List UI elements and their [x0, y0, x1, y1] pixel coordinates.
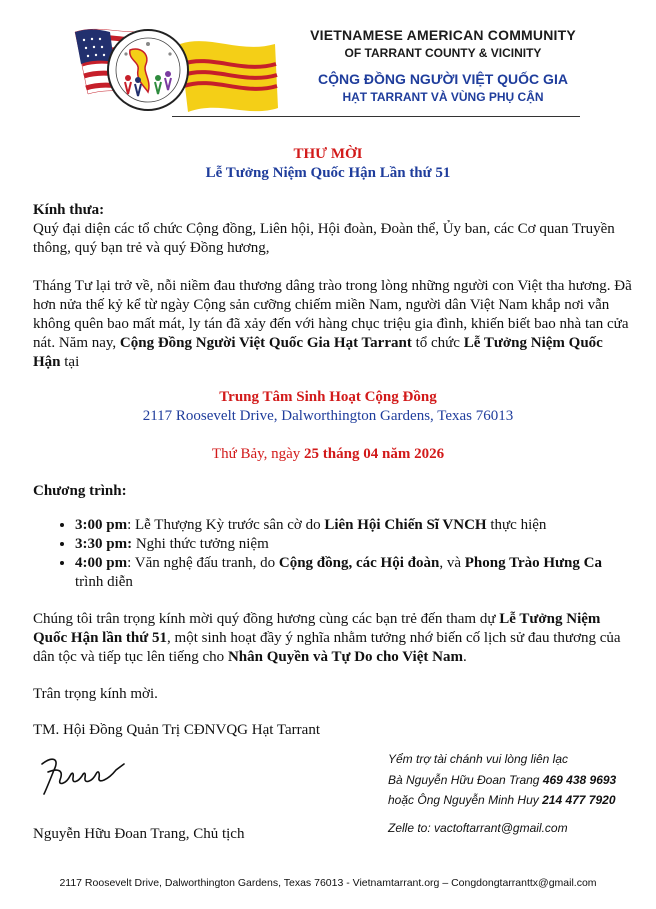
program-item [75, 516, 613, 535]
date-prefix: Thứ Bảy, ngày [211, 446, 305, 462]
letter-title: THƯ MỜI [293, 146, 363, 162]
contact-block [388, 749, 648, 811]
regards: Trân trọng kính mời. [33, 686, 158, 702]
program-bold: Phong Trào Hưng Ca [464, 555, 602, 571]
event-date [0, 446, 656, 463]
program-list [33, 516, 613, 592]
contact-phone: 214 477 7920 [542, 793, 616, 807]
program-time: 4:00 pm [75, 555, 128, 571]
signature [38, 750, 128, 800]
program-bold: Cộng đồng, các Hội đoàn [278, 555, 440, 571]
header-vn-line2: HẠT TARRANT VÀ VÙNG PHỤ CẬN [342, 90, 544, 104]
intro-paragraph [33, 277, 633, 372]
header-divider [172, 116, 580, 117]
program-time: 3:00 pm [75, 517, 128, 533]
program-text: , và [439, 555, 465, 571]
closing-text-2: , một sinh hoạt đầy ý nghĩa nhằm tưởng nhớ biến cố lịch sử đau thương của dân tộc và tiếp tục lên tiếng cho [33, 630, 621, 665]
community-logo [70, 20, 280, 125]
closing-paragraph [33, 610, 633, 667]
header-vn-line1: CỘNG ĐỒNG NGƯỜI VIỆT QUỐC GIA [318, 71, 568, 87]
intro-text-1: Tháng Tư lại trở về, nỗi niềm đau thương dâng trào trong lòng những người con Việt tha hương. Đã hơn nửa thế kỷ kể từ ngày Cộng sản cưỡng chiếm miền Nam, người dân Việt Nam khắp nơi vẫn không quên bao mất mát, ly tán đã xảy đến với hàng chục triệu gia đình, khiến biết bao nhà tan cửa nát. Năm nay, [33, 278, 632, 351]
contact-line3 [388, 790, 648, 811]
intro-event: Lễ Tưởng Niệm Quốc Hận [33, 335, 603, 370]
closing-event: Lễ Tưởng Niệm Quốc Hận lần thứ 51 [33, 611, 601, 646]
program-bold: Liên Hội Chiến Sĩ VNCH [324, 517, 487, 533]
contact-phone: 469 438 9693 [542, 772, 617, 787]
salutation [33, 201, 633, 258]
intro-org: Cộng Đồng Người Việt Quốc Gia Hạt Tarrant [119, 335, 412, 351]
date-value: 25 tháng 04 năm 2026 [304, 446, 445, 462]
intro-text-2: tổ chức [411, 335, 464, 351]
program-text: thực hiện [486, 517, 547, 533]
program-text: trình diễn [75, 574, 133, 590]
program-text: Nghi thức tưởng niệm [132, 536, 269, 552]
zelle-info: Zelle to: vactoftarrant@gmail.com [388, 821, 568, 835]
program-text: : Văn nghệ đấu tranh, do [127, 555, 279, 571]
signer-org: TM. Hội Đồng Quản Trị CĐNVQG Hạt Tarrant [33, 722, 320, 738]
signer-name: Nguyễn Hữu Đoan Trang, Chủ tịch [33, 826, 245, 842]
event-title: Lễ Tưởng Niệm Quốc Hận Lần thứ 51 [205, 165, 451, 181]
venue-name: Trung Tâm Sinh Hoạt Cộng Đồng [219, 389, 437, 405]
program-text: : Lễ Thượng Kỳ trước sân cờ do [127, 517, 325, 533]
header-en-line1: VIETNAMESE AMERICAN COMMUNITY [310, 27, 576, 43]
contact-person: Bà Nguyễn Hữu Đoan Trang [388, 772, 543, 787]
program-item [75, 554, 613, 592]
salutation-text: Quý đại diện các tổ chức Cộng đồng, Liên hội, Hội đoàn, Đoàn thể, Ủy ban, các Cơ quan Truyền thông, quý bạn trẻ và quý Đồng hương, [33, 221, 615, 256]
intro-text-3: tại [60, 354, 80, 370]
venue-address: 2117 Roosevelt Drive, Dalworthington Gardens, Texas 76013 [142, 408, 514, 424]
salutation-heading: Kính thưa: [33, 202, 105, 218]
program-heading [33, 482, 127, 501]
program-item [75, 535, 613, 554]
program-time: 3:30 pm: [75, 536, 133, 552]
closing-text-1: Chúng tôi trân trọng kính mời quý đồng hương cùng các bạn trẻ đến tham dự [33, 611, 500, 627]
contact-line1: Yểm trợ tài chánh vui lòng liên lạc [388, 752, 569, 766]
header-en-line2: OF TARRANT COUNTY & VICINITY [344, 46, 542, 60]
contact-person: hoặc Ông Nguyễn Minh Huy [388, 793, 543, 807]
closing-text-3: . [462, 649, 467, 665]
contact-line2 [388, 770, 648, 791]
footer: 2117 Roosevelt Drive, Dalworthington Gardens, Texas 76013 - Vietnamtarrant.org – Congdongtarranttx@gmail.com [59, 877, 597, 889]
program-heading-text: Chương trình: [33, 483, 127, 499]
closing-cause: Nhân Quyền và Tự Do cho Việt Nam [227, 649, 463, 665]
